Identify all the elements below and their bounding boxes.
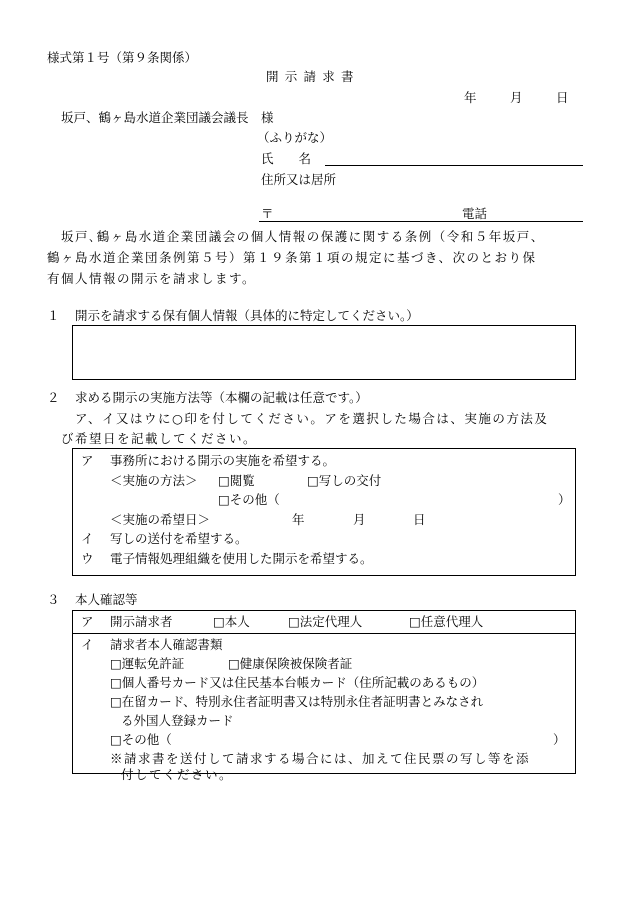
personal-info-input-box[interactable] <box>72 325 576 380</box>
other-document-close: ） <box>553 732 566 747</box>
preferred-date-label: ＜実施の希望日＞ <box>110 512 211 527</box>
requester-type-mark: ア <box>81 614 94 629</box>
drivers-license-checkbox[interactable]: □運転免許証 <box>110 656 185 671</box>
id-documents-mark: イ <box>81 637 94 652</box>
method-other-close: ） <box>558 492 571 507</box>
address-phone-field-line[interactable] <box>259 221 583 222</box>
option-u-mark: ウ <box>81 551 94 566</box>
option-i-mark: イ <box>81 531 94 546</box>
section-3-number: ３ <box>47 592 60 607</box>
intro-line-3: 有個人情報の開示を請求します。 <box>47 271 257 286</box>
section-1-title: 開示を請求する保有個人情報（具体的に特定してください。） <box>75 308 419 323</box>
postal-mark: 〒 <box>261 206 274 221</box>
method-other-checkbox[interactable]: □その他（ <box>218 492 280 507</box>
method-view-checkbox[interactable]: □閲覧 <box>218 473 255 488</box>
date-year-label: 年 <box>464 90 477 105</box>
self-checkbox[interactable]: □本人 <box>213 614 250 629</box>
option-u-text: 電子情報処理組織を使用した開示を希望する。 <box>110 551 373 566</box>
furigana-label: （ふりがな） <box>257 130 333 145</box>
option-a-mark: ア <box>81 453 94 468</box>
phone-label: 電話 <box>462 206 488 221</box>
mail-request-note-line-1: ※請求書を送付して請求する場合には、加えて住民票の写し等を添 <box>110 751 531 766</box>
voluntary-representative-checkbox[interactable]: □任意代理人 <box>409 614 484 629</box>
intro-line-2: 鶴ヶ島水道企業団条例第５号）第１９条第１項の規定に基づき、次のとおり保 <box>47 250 537 265</box>
row-divider <box>73 633 575 634</box>
option-a-text: 事務所における開示の実施を希望する。 <box>110 453 336 468</box>
section-3-title: 本人確認等 <box>75 592 138 607</box>
addressee: 坂戸、鶴ヶ島水道企業団議会議長 様 <box>61 110 274 125</box>
section-2-number: ２ <box>47 390 60 405</box>
name-label: 氏 名 <box>261 151 312 166</box>
requester-type-label: 開示請求者 <box>110 614 173 629</box>
residence-card-checkbox[interactable]: □在留カード、特別永住者証明書又は特別永住者証明書とみなされ <box>110 694 484 709</box>
name-field-line[interactable] <box>325 165 583 166</box>
other-document-checkbox[interactable]: □その他（ <box>110 732 172 747</box>
section-2-note-line-1: ア、イ又はウに○印を付してください。アを選択した場合は、実施の方法及 <box>75 411 549 426</box>
address-label: 住所又は居所 <box>261 172 337 187</box>
residence-card-continued: る外国人登録カード <box>121 713 234 728</box>
date-day-label: 日 <box>556 90 569 105</box>
preferred-month: 月 <box>353 512 366 527</box>
intro-line-1: 坂戸､鶴ヶ島水道企業団議会の個人情報の保護に関する条例（令和５年坂戸、 <box>61 229 545 244</box>
disclosure-method-box <box>72 448 576 576</box>
mail-request-note-line-2: 付してください。 <box>121 767 234 782</box>
health-insurance-checkbox[interactable]: □健康保険被保険者証 <box>228 656 353 671</box>
method-label: ＜実施の方法＞ <box>110 473 198 488</box>
preferred-year: 年 <box>292 512 305 527</box>
identity-confirmation-box <box>72 610 576 782</box>
preferred-day: 日 <box>413 512 426 527</box>
option-i-text: 写しの送付を希望する。 <box>110 531 248 546</box>
form-number: 様式第１号（第９条関係） <box>47 50 198 65</box>
id-documents-label: 請求者本人確認書類 <box>110 637 223 652</box>
date-month-label: 月 <box>510 90 523 105</box>
my-number-card-checkbox[interactable]: □個人番号カード又は住民基本台帳カード（住所記載のあるもの） <box>110 675 485 690</box>
legal-representative-checkbox[interactable]: □法定代理人 <box>288 614 363 629</box>
section-1-number: １ <box>47 308 60 323</box>
section-2-title: 求める開示の実施方法等（本欄の記載は任意です。） <box>75 390 368 405</box>
page-title: 開示請求書 <box>266 69 360 84</box>
method-copy-checkbox[interactable]: □写しの交付 <box>307 473 382 488</box>
section-2-note-line-2: び希望日を記載してください。 <box>61 431 258 446</box>
